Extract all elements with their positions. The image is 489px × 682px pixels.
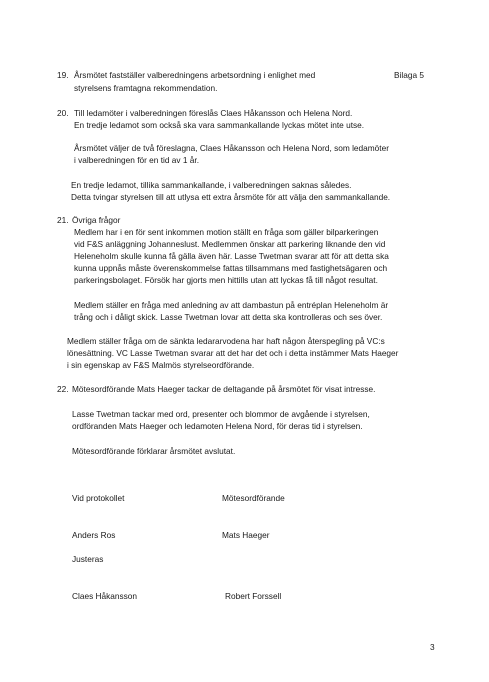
protocol-label: Vid protokollet bbox=[72, 493, 125, 503]
item-22-p2-line-1: Lasse Twetman tackar med ord, presenter och blommor de avgående i styrelsen, bbox=[72, 409, 370, 419]
adjuster-1-name: Claes Håkansson bbox=[72, 591, 138, 601]
item-21-p3-line-2: lönesättning. VC Lasse Twetman svarar att det har det och i detta instämmer Mats Haeger bbox=[67, 348, 399, 358]
item-21-p1-line-2: vid F&S anläggning Johanneslust. Medlemmen önskar att parkering liknande den vid bbox=[74, 239, 386, 249]
item-21-p2-line-2: trång och i dåligt skick. Lasse Twetman lovar att detta ska kontrolleras och ses över. bbox=[74, 312, 383, 322]
item-20-p3-line-1: En tredje ledamot, tillika sammankallande, i valberedningen saknas således. bbox=[71, 180, 352, 190]
item-20-p1-line-1: Till ledamöter i valberedningen föreslås Claes Håkansson och Helena Nord. bbox=[74, 108, 353, 118]
item-21-p1-line-4: kunna uppnås måste överenskommelse fattas tillsammans med fastighetsägaren och bbox=[74, 263, 388, 273]
item-21-p2-line-1: Medlem ställer en fråga med anledning av att dambastun på entréplan Heleneholm är bbox=[74, 300, 389, 310]
item-20-p1-line-2: En tredje ledamot som också ska vara sammankallande lyckas mötet inte utse. bbox=[74, 120, 365, 130]
chair-name: Mats Haeger bbox=[222, 530, 270, 540]
item-21-p1-line-3: Heleneholm skulle kunna få gälla även här. Lasse Twetman svarar att för att detta ska bbox=[74, 251, 389, 261]
item-22-number: 22. bbox=[57, 384, 69, 394]
item-21-p3-line-1: Medlem ställer fråga om de sänkta ledararvodena har haft någon återspegling på VC:s bbox=[67, 336, 385, 346]
item-22-p1: Mötesordförande Mats Haeger tackar de deltagande på årsmötet för visat intresse. bbox=[72, 384, 376, 394]
item-21-p3-line-3: i sin egenskap av F&S Malmös styrelseordförande. bbox=[67, 360, 255, 370]
page-number: 3 bbox=[430, 642, 435, 652]
item-19-number: 19. bbox=[57, 70, 69, 80]
item-21-p1-line-1: Medlem har i en för sent inkommen motion ställt en fråga som gäller bilparkeringen bbox=[74, 227, 379, 237]
item-19-line-2: styrelsens framtagna rekommendation. bbox=[74, 83, 218, 93]
item-20-p2-line-1: Årsmötet väljer de två föreslagna, Claes Håkansson och Helena Nord, som ledamöter bbox=[74, 143, 389, 153]
item-22-p3: Mötesordförande förklarar årsmötet avslutat. bbox=[72, 446, 236, 456]
item-21-p1-line-5: parkeringsbolaget. Försök har gjorts men hittills utan att lyckas få till något resultat. bbox=[74, 275, 378, 285]
item-19-line-1: Årsmötet fastställer valberedningens arbetsordning i enlighet med bbox=[74, 70, 316, 80]
item-20-number: 20. bbox=[57, 108, 69, 118]
adjust-label: Justeras bbox=[72, 554, 104, 564]
item-21-number: 21. bbox=[57, 215, 69, 225]
protocol-name: Anders Ros bbox=[72, 530, 116, 540]
item-20-p2-line-2: i valberedningen för en tid av 1 år. bbox=[74, 155, 199, 165]
item-22-p2-line-2: ordföranden Mats Haeger och ledamoten Helena Nord, för deras tid i styrelsen. bbox=[72, 421, 363, 431]
attachment-label: Bilaga 5 bbox=[394, 70, 424, 80]
adjuster-2-name: Robert Forssell bbox=[225, 591, 282, 601]
item-21-heading: Övriga frågor bbox=[72, 215, 121, 225]
item-20-p3-line-2: Detta tvingar styrelsen till att utlysa ett extra årsmöte för att välja den sammankallande. bbox=[71, 192, 391, 202]
chair-label: Mötesordförande bbox=[222, 493, 285, 503]
